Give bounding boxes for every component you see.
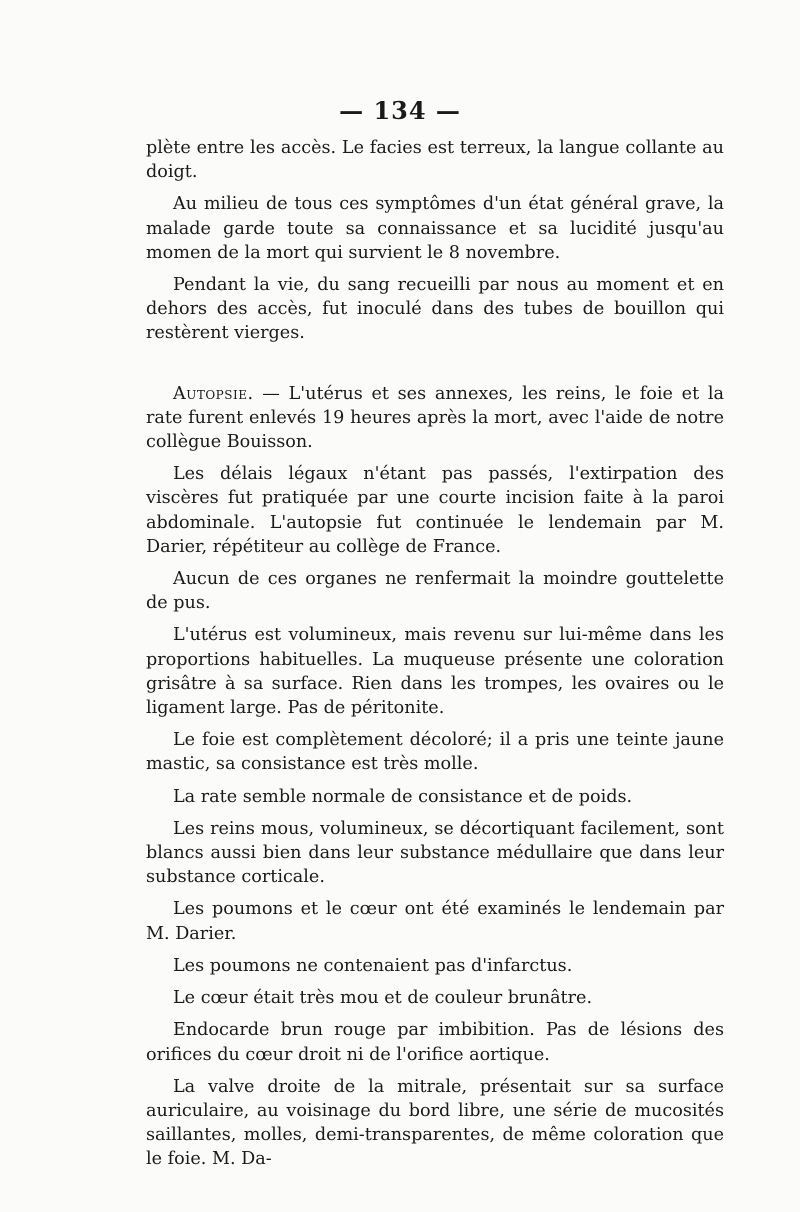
section-label-autopsie: Autopsie. [173, 383, 254, 404]
paragraph: La valve droite de la mitrale, présentait sur sa surface auriculaire, au voisinage du bord libre, une série de mucosités saillantes, molles, demi-transparentes, de même coloration que le foie. M. Da- [146, 1076, 724, 1170]
paragraph: Pendant la vie, du sang recueilli par nous au moment et en dehors des accès, fut inoculé dans des tubes de bouillon qui restèrent vierges. [146, 275, 724, 344]
autopsy-paragraph [146, 382, 724, 455]
paragraph: Le cœur était très mou et de couleur brunâtre. [173, 988, 593, 1009]
paragraph: L'utérus est volumineux, mais revenu sur lui-même dans les proportions habituelles. La muqueuse présente une coloration grisâtre à sa surface. Rien dans les trompes, les ovaires ou le ligament large. Pas de péritonite. [146, 625, 724, 719]
paragraph: Le foie est complètement décoloré; il a pris une teinte jaune mastic, sa consistance est très molle. [146, 730, 724, 775]
paragraph: Les reins mous, volumineux, se décortiquant facilement, sont blancs aussi bien dans leur substance médullaire que dans leur substance corticale. [146, 818, 724, 888]
paragraph: Au milieu de tous ces symptômes d'un état général grave, la malade garde toute sa connaissance et sa lucidité jusqu'au momen de la mort qui survient le 8 novembre. [146, 194, 724, 263]
paragraph: Aucun de ces organes ne renfermait la moindre gouttelette de pus. [146, 569, 724, 614]
paragraph: La rate semble normale de consistance et de poids. [173, 786, 633, 807]
paragraph: Les délais légaux n'étant pas passés, l'extirpation des viscères fut pratiquée par une courte incision faite à la paroi abdominale. L'autopsie fut continuée le lendemain par M. Darier, répétiteur au collège de France. [146, 464, 724, 557]
page-number-header: — 134 — [339, 96, 461, 125]
paragraph: Endocarde brun rouge par imbibition. Pas de lésions des orifices du cœur droit ni de l'orifice aortique. [146, 1020, 724, 1065]
paragraph: Les poumons ne contenaient pas d'infarctus. [173, 955, 573, 976]
body-text [146, 136, 724, 1180]
paragraph: Les poumons et le cœur ont été examinés le lendemain par M. Darier. [146, 899, 724, 944]
autopsy-text: — L'utérus et ses annexes, les reins, le foie et la rate furent enlevés 19 heures après la mort, avec l'aide de notre collègue Bouisson. [146, 383, 724, 453]
paragraph-continuation: plète entre les accès. Le facies est terreux, la langue collante au doigt. [146, 138, 724, 183]
